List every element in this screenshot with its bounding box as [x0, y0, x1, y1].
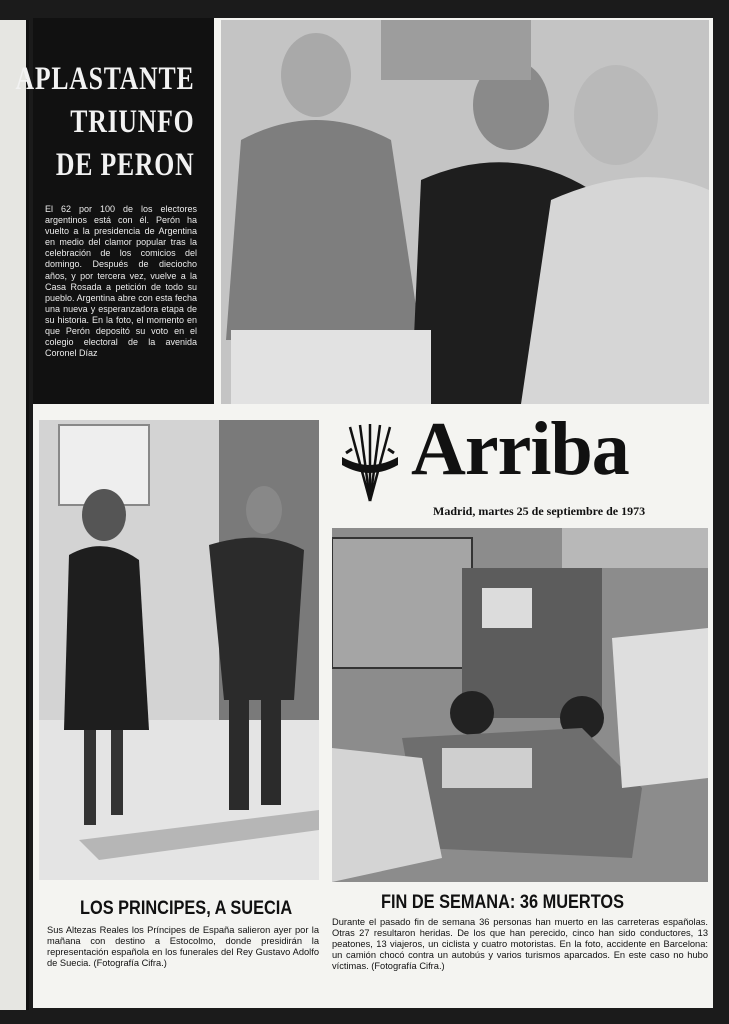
headline-panel	[15, 18, 214, 404]
headline-line: DE PERON	[55, 147, 194, 183]
yoke-and-arrows-emblem	[338, 423, 402, 505]
dateline: Madrid, martes 25 de septiembre de 1973	[433, 504, 646, 518]
crash-caption-title: FIN DE SEMANA: 36 MUERTOS	[381, 892, 625, 913]
crash-caption-text: Durante el pasado fin de semana 36 personas han muerto en las carreteras españolas. Otras 27 resultaron heridas. De los que han perecido, cinco han sido conductores, 13 peatones, 13 viajeros, un ciclista y cuatro motoristas. En la foto, accidente en Barcelona: un camión chocó contra un autobús y varios turismos aparcados. En este caso no hubo víctimas. (Fotografía Cifra.)	[332, 917, 708, 971]
headline-line: APLASTANTE	[15, 61, 194, 97]
newspaper-page	[15, 18, 713, 1008]
royals-walking-photo	[39, 420, 319, 880]
royals-caption-text: Sus Altezas Reales los Príncipes de España salieron ayer por la mañana con destino a Estocolmo, donde presidirán la representación española en los funerales del Rey Gustavo Adolfo de Suecia. (Fotografía Cifra.)	[47, 925, 319, 968]
newspaper-masthead: Arriba	[411, 407, 629, 491]
headline-line: TRIUNFO	[69, 104, 194, 140]
road-accident-photo	[332, 528, 708, 882]
peron-voting-photo	[221, 20, 709, 404]
main-headline	[15, 58, 194, 187]
royals-caption-title: LOS PRINCIPES, A SUECIA	[80, 898, 293, 919]
main-lead-text: El 62 por 100 de los electores argentinos está con él. Perón ha vuelto a la presidencia de Argentina en medio del clamor popular tras la celebración de los comicios del domingo. Después de dieciocho años, y por tercera vez, vuelve a la Casa Rosada a petición de todo su pueblo. Argentina abre con esta fecha una nueva y esperanzadora etapa de su historia. En la foto, el momento en que Perón depositó su voto en el colegio electoral de la avenida Coronel Díaz	[45, 204, 197, 359]
